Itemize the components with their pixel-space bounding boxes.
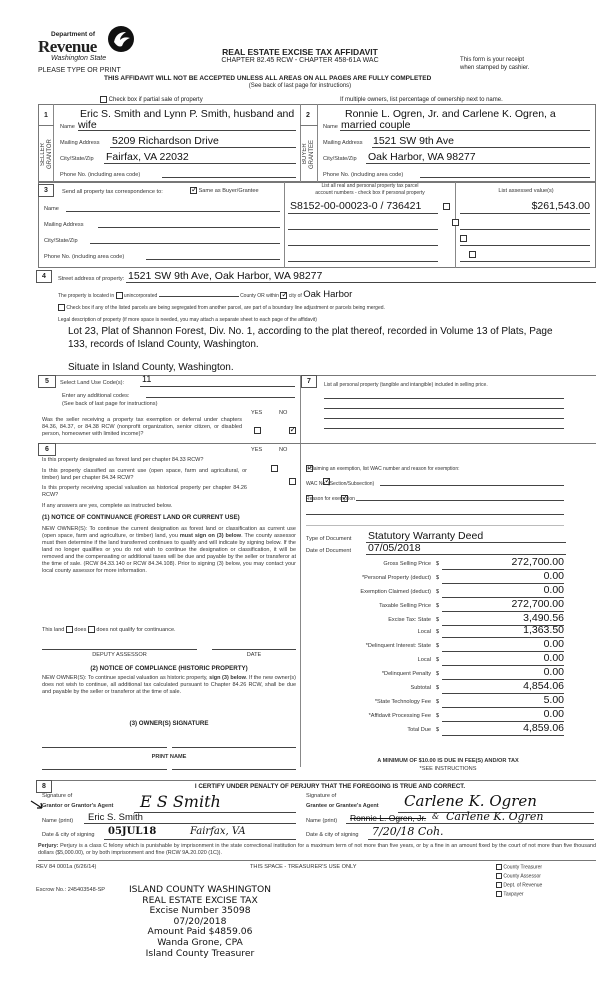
amount-label: Local	[417, 629, 431, 635]
correspondence-label: Send all property tax correspondence to:	[62, 189, 163, 195]
print-name-line-1[interactable]	[42, 769, 167, 770]
section-3-number: 3	[38, 184, 54, 197]
amount-row-taxable-selling-price: Taxable Selling Price $ 272,700.00	[379, 598, 564, 610]
notice1-text-a: NEW OWNER(S): To continue the current designation as forest land or classification as current use (open space, farm and agriculture, or timber) land, you	[42, 526, 296, 539]
amount-row-state-technology-fee: *State Technology Fee $ 5.00	[374, 694, 564, 706]
copy-item	[496, 873, 542, 882]
if-yes-note: If any answers are yes, complete as instructed below.	[42, 503, 173, 509]
grantee-sig-label-1: Signature of	[306, 793, 337, 799]
notice-compliance-text	[42, 675, 296, 696]
amount-value[interactable]: 0.00	[543, 652, 564, 664]
personal-property-checkbox-2[interactable]	[452, 219, 459, 226]
amount-label: Excise Tax: State	[388, 617, 431, 623]
city-of-checkbox[interactable]	[280, 292, 287, 299]
parcel-header-2: account numbers - check box if personal property	[315, 190, 425, 196]
parcel-number-3[interactable]	[288, 245, 438, 246]
amount-value[interactable]: 5.00	[543, 694, 564, 706]
buyer-mailing-label: Mailing Address	[323, 140, 363, 146]
notice-continuance-title: (1) NOTICE OF CONTINUANCE (FOREST LAND OR CURRENT USE)	[42, 514, 240, 521]
amount-label: *Personal Property (deduct)	[361, 575, 431, 581]
reason-field-2[interactable]	[306, 514, 564, 515]
escrow-number: Escrow No.: 245403548-SP	[36, 887, 106, 893]
wac-label: WAC No. (Section/Subsection)	[306, 481, 375, 487]
multiple-owners-note: If multiple owners, list percentage of ownership next to name.	[340, 97, 503, 103]
partial-sale-checkbox[interactable]	[100, 96, 107, 103]
perjury-statement	[38, 843, 596, 857]
section-5-number: 5	[38, 375, 56, 388]
amount-value[interactable]: 1,363.50	[523, 624, 564, 636]
partial-sale-option[interactable]	[100, 96, 203, 103]
amount-row-subtotal: Subtotal $ 4,854.06	[410, 680, 564, 692]
legal-description-line2[interactable]: 133, records of Island County, Washington.	[68, 339, 259, 350]
city-of-value[interactable]: Oak Harbor	[303, 289, 353, 300]
corr-city-field[interactable]	[90, 243, 280, 244]
grantor-sig-label-2: Grantor or Grantor's Agent	[42, 803, 114, 809]
unincorporated-label: unincorporated	[123, 293, 158, 299]
section6-no-header: NO	[279, 447, 288, 453]
segregated-checkbox[interactable]	[58, 304, 65, 311]
corr-mailing-field[interactable]	[98, 227, 280, 228]
located-label: The property is located in	[58, 293, 115, 299]
buyer-name-line2[interactable]: married couple	[341, 119, 411, 131]
grantee-name-value[interactable]: Carlene K. Ogren	[446, 810, 544, 823]
form-subtitle: CHAPTER 82.45 RCW - CHAPTER 458-61A WAC	[221, 57, 379, 64]
grantor-name-value[interactable]: Eric S. Smith	[88, 812, 143, 823]
copy-item	[496, 882, 542, 891]
land-use-yes-header: YES	[251, 410, 263, 416]
buyer-city-label: City/State/Zip	[323, 156, 357, 162]
section-1-number: 1	[44, 112, 48, 119]
seller-name-line1[interactable]: Eric S. Smith and Lynn P. Smith, husband and	[80, 108, 295, 120]
amount-label: Subtotal	[410, 685, 431, 691]
stamp-line: Wanda Grone, CPA	[157, 936, 243, 948]
dor-swirl-icon	[106, 24, 136, 54]
corr-name-label: Name	[44, 206, 59, 212]
grantor-name-label: Name (print)	[42, 818, 74, 824]
city-of-label: city of	[288, 293, 302, 299]
amount-value[interactable]: 0.00	[543, 666, 564, 678]
copy-checkbox[interactable]	[496, 864, 502, 870]
personal-property-checkbox-3[interactable]	[460, 235, 467, 242]
amount-row-excise-tax-local: Local $ 1,363.50	[417, 624, 564, 636]
notice2-text-a: NEW OWNER(S): To continue special valuation as historic property,	[42, 675, 210, 681]
form-title: REAL ESTATE EXCISE TAX AFFIDAVIT	[222, 47, 378, 57]
exemption-claim-label: If claiming an exemption, list WAC number and reason for exemption:	[306, 466, 460, 472]
assessed-value-4[interactable]	[460, 261, 590, 262]
section-7-number: 7	[301, 375, 317, 388]
seller-phone-label: Phone No. (including area code)	[60, 172, 141, 178]
amount-label: *Delinquent Penalty	[381, 671, 431, 677]
section-6-number: 6	[38, 443, 56, 456]
section-4-number: 4	[36, 270, 52, 283]
grantee-date-value[interactable]: 7/20/18 Coh.	[372, 825, 444, 838]
doc-date-label: Date of Document	[306, 548, 352, 554]
historical-question: Is this property receiving special valuation as historical property per chapter 84.26 RCW?	[42, 485, 247, 498]
copy-item	[496, 864, 542, 873]
exemption-question: Was the seller receiving a property tax exemption or deferral under chapters 84.36, 84.37, or 84.38 RCW (nonprofit organization, senior citizen, or disabled person, homeowner with limited income)?	[42, 417, 242, 437]
owner-signature-line-2[interactable]	[172, 747, 296, 748]
does-not-label: does not qualify for continuance.	[96, 626, 176, 633]
corr-city-label: City/State/Zip	[44, 238, 78, 244]
doc-type-label: Type of Document	[306, 536, 352, 542]
see-instructions-note: *SEE INSTRUCTIONS	[419, 766, 477, 772]
amount-row-affidavit-processing-fee: *Affidavit Processing Fee $ 0.00	[368, 708, 564, 720]
grantor-sig-label-1: Signature of	[42, 793, 73, 799]
amount-label: *State Technology Fee	[374, 699, 431, 705]
owner-signature-title: (3) OWNER(S) SIGNATURE	[129, 720, 209, 727]
exemption-yes-checkbox[interactable]	[254, 427, 261, 434]
assessed-value-2[interactable]	[460, 229, 590, 230]
notice1-text-b: . The county assessor must then determine if the land transferred continues to qualify and will indicate by signing below. If the land no longer qualifies or you do not wish to continue the designation or classification, it will be removed and the compensating or additional taxes will be due and payable by the seller or transferor at the time of sale. (RCW 84.33.140 or RCW 84.34.108). Prior to signing (3) below, you may contact your local county assessor for more information.	[42, 533, 296, 574]
amount-label: Gross Selling Price	[383, 561, 431, 567]
parcel-header-1: List all real and personal property tax parcel	[321, 183, 419, 189]
amount-value[interactable]: 0.00	[543, 570, 564, 582]
copy-label: Taxpayer	[503, 891, 524, 898]
copy-label: County Treasurer	[503, 864, 543, 871]
assessor-date-label: DATE	[246, 652, 262, 658]
parcel-number-1[interactable]: S8152-00-00023-0 / 736421	[290, 200, 422, 212]
doc-date-value[interactable]: 07/05/2018	[368, 542, 421, 554]
see-back-note: (See back of last page for instructions)	[248, 83, 352, 89]
stamp-line: Amount Paid $4859.06	[147, 926, 253, 938]
amount-value[interactable]: 0.00	[543, 708, 564, 720]
amount-value[interactable]: 0.00	[543, 638, 564, 650]
warning-banner: THIS AFFIDAVIT WILL NOT BE ACCEPTED UNLESS ALL AREAS ON ALL PAGES ARE FULLY COMPLETED	[104, 75, 432, 82]
legal-description-label: Legal description of property (if more space is needed, you may attach a separate sheet to each page of the affidavit)	[58, 317, 317, 323]
segregated-label: Check box if any of the listed parcels are being segregated from another parcel, are part of a boundary line adjustment or parcels being merged.	[66, 304, 385, 311]
street-label: Street address of property:	[58, 276, 125, 282]
assessor-date-line[interactable]	[212, 649, 296, 650]
receipt-note-2: when stamped by cashier.	[460, 65, 530, 71]
please-type-text: PLEASE TYPE OR PRINT	[38, 67, 121, 74]
forest-land-question: Is this property designated as forest land per chapter 84.33 RCW?	[42, 457, 204, 463]
amount-label: Exemption Claimed (deduct)	[360, 589, 431, 595]
land-use-no-header: NO	[279, 410, 288, 416]
seller-phone-field[interactable]	[162, 177, 296, 178]
perjury-bold: Perjury:	[38, 843, 59, 849]
continuance-qualify-row	[42, 626, 176, 634]
treasurer-stamp	[120, 885, 280, 959]
copy-label: County Assessor	[503, 873, 541, 880]
grantor-city-value[interactable]: Fairfax, VA	[190, 826, 246, 837]
receipt-note-1: This form is your receipt	[460, 57, 525, 63]
personal-property-line-2[interactable]	[324, 408, 564, 409]
seller-side-label: SELLER GRANTOR	[40, 139, 53, 169]
notice-compliance-title: (2) NOTICE OF COMPLIANCE (HISTORIC PROPERTY)	[90, 665, 248, 672]
certify-statement: I CERTIFY UNDER PENALTY OF PERJURY THAT THE FOREGOING IS TRUE AND CORRECT.	[194, 783, 466, 790]
corr-phone-label: Phone No. (including area code)	[44, 254, 125, 260]
parcel-number-2[interactable]	[288, 229, 438, 230]
amount-value[interactable]: 4,854.06	[523, 680, 564, 692]
dor-logo	[38, 28, 138, 68]
buyer-name-line1[interactable]: Ronnie L. Ogren, Jr. and Carlene K. Ogren, a	[345, 108, 556, 120]
buyer-phone-field[interactable]	[420, 177, 590, 178]
stamp-line: ISLAND COUNTY WASHINGTON	[128, 884, 272, 895]
personal-property-line-1[interactable]	[324, 398, 564, 399]
personal-property-checkbox-4[interactable]	[469, 251, 476, 258]
reason-field-1[interactable]	[356, 500, 564, 501]
grantee-sig-label-2: Grantee or Grantee's Agent	[306, 803, 379, 809]
parcel-number-4[interactable]	[288, 261, 438, 262]
personal-property-checkbox-1[interactable]	[443, 203, 450, 210]
amount-value[interactable]: 3,490.56	[523, 612, 564, 624]
grantee-name-amp: &	[432, 812, 440, 821]
doc-type-value[interactable]: Statutory Warranty Deed	[368, 530, 484, 542]
stamp-line: Excise Number 35098	[149, 905, 251, 917]
grantor-date-value[interactable]: 05JUL18	[108, 826, 157, 837]
logo-sub-text: Washington State	[51, 55, 107, 62]
partial-sale-label: Check box if partial sale of property	[108, 97, 203, 104]
stamp-line: REAL ESTATE EXCISE TAX	[142, 894, 258, 906]
additional-codes-field[interactable]	[146, 397, 295, 398]
notice2-text-b: . If the new owner(s) does not wish to continue, all additional tax calculated pursuant to Chapter 84.26 RCW, shall be due and payable by the seller or transferor at the time of sale.	[42, 675, 296, 695]
grantee-date-label: Date & city of signing	[306, 832, 359, 838]
grantor-signature[interactable]: E S Smith	[140, 792, 221, 811]
exemption-no-checkbox[interactable]	[289, 427, 296, 434]
buyer-phone-label: Phone No. (including area code)	[323, 172, 404, 178]
street-value[interactable]: 1521 SW 9th Ave, Oak Harbor, WA 98277	[128, 270, 323, 282]
stamp-line: 07/20/2018	[173, 915, 227, 927]
additional-codes-label: Enter any additional codes:	[62, 393, 130, 399]
buyer-mailing-value[interactable]: 1521 SW 9th Ave	[373, 135, 454, 147]
copy-label: Dept. of Revenue	[503, 882, 543, 889]
corr-phone-field[interactable]	[146, 259, 280, 260]
notice1-bold: must sign on (3) below	[179, 533, 242, 539]
land-use-value[interactable]: 11	[142, 374, 152, 384]
personal-property-list-label: List all personal property (tangible and intangible) included in selling price.	[324, 382, 488, 388]
corr-mailing-label: Mailing Address	[44, 222, 84, 228]
seller-name-label: Name	[60, 124, 75, 130]
legal-description-line1[interactable]: Lot 23, Plat of Shannon Forest, Div. No. 1, according to the plat thereof, recorded in Volume 13 of Plats, Page	[68, 326, 553, 337]
print-name-label: PRINT NAME	[151, 754, 187, 760]
amount-row-personal-property: *Personal Property (deduct) $ 0.00	[361, 570, 564, 582]
seller-name-line2[interactable]: wife	[78, 119, 97, 131]
same-as-buyer-label: Same as Buyer/Grantee	[198, 187, 259, 194]
print-name-line-2[interactable]	[172, 769, 296, 770]
corr-name-field[interactable]	[66, 211, 280, 212]
this-land-label: This land	[42, 626, 65, 633]
treasurer-use-label: THIS SPACE - TREASURER'S USE ONLY	[250, 864, 357, 870]
deputy-assessor-signature-line[interactable]	[42, 649, 197, 650]
amount-value[interactable]: 272,700.00	[511, 598, 564, 610]
located-in-row	[58, 289, 598, 300]
additional-codes-note: (See back of last page for instructions)	[62, 401, 158, 407]
amount-label: Total Due	[407, 727, 431, 733]
reason-label: Reason for exemption	[306, 496, 355, 502]
amount-value[interactable]: 0.00	[543, 584, 564, 596]
grantee-name-struck[interactable]: Ronnie L. Ogren, Jr.	[350, 813, 427, 823]
unincorporated-checkbox[interactable]	[116, 292, 123, 299]
logo-main-text: Revenue	[38, 37, 97, 56]
current-use-yes-checkbox[interactable]	[289, 478, 296, 485]
grantee-signature[interactable]: Carlene K. Ogren	[404, 792, 537, 810]
amount-row-total-due: Total Due $ 4,859.06	[407, 722, 564, 734]
section-2-number: 2	[306, 112, 310, 119]
seller-mailing-value[interactable]: 5209 Richardson Drive	[112, 135, 219, 147]
amount-row-delinquent-interest-local: Local $ 0.00	[417, 652, 564, 664]
personal-property-line-4[interactable]	[324, 428, 564, 429]
seller-mailing-label: Mailing Address	[60, 140, 100, 146]
notice-continuance-text	[42, 526, 296, 575]
amount-row-delinquent-penalty: *Delinquent Penalty $ 0.00	[381, 666, 564, 678]
stamp-line: Island County Treasurer	[145, 947, 255, 959]
assessed-value-1[interactable]: $261,543.00	[531, 200, 590, 212]
legal-description-line3[interactable]: Situate in Island County, Washington.	[68, 362, 234, 373]
county-field[interactable]	[159, 296, 239, 297]
amount-label: Local	[417, 657, 431, 663]
amount-value[interactable]: 4,859.06	[523, 722, 564, 734]
section6-yes-header: YES	[251, 447, 263, 453]
same-as-buyer-checkbox[interactable]	[190, 187, 197, 194]
copy-item	[496, 891, 542, 900]
logo-top-text: Department of	[51, 31, 96, 38]
wac-field[interactable]	[380, 485, 564, 486]
amount-label: *Affidavit Processing Fee	[368, 713, 431, 719]
does-qualify-checkbox[interactable]	[66, 626, 73, 633]
buyer-city-value[interactable]: Oak Harbor, WA 98277	[368, 151, 476, 163]
forest-land-yes-checkbox[interactable]	[271, 465, 278, 472]
amount-row-excise-tax-state: Excise Tax: State $ 3,490.56	[388, 612, 564, 624]
notice2-bold: sign (3) below	[209, 675, 246, 681]
amount-value[interactable]: 272,700.00	[511, 556, 564, 568]
current-use-question: Is this property classified as current use (open space, farm and agricultural, or timber) land per chapter 84.34 RCW?	[42, 468, 247, 481]
personal-property-line-3[interactable]	[324, 418, 564, 419]
owner-signature-line-1[interactable]	[42, 747, 167, 748]
amount-row-delinquent-interest-state: *Delinquent Interest: State $ 0.00	[365, 638, 564, 650]
assessed-value-3[interactable]	[460, 245, 590, 246]
perjury-text: Perjury is a class C felony which is punishable by imprisonment in the state correctional institution for a maximum term of not more than five years, or by a fine in an amount fixed by the court of not more than five thousand dollars ($5,000.00), or by both imprisonment and fine (RCW 9A.20.020 (1C)).	[38, 843, 596, 856]
copy-checkbox[interactable]	[496, 873, 502, 879]
segregated-option[interactable]	[58, 304, 385, 311]
seller-city-value[interactable]: Fairfax, VA 22032	[106, 151, 189, 163]
land-use-label: Select Land Use Code(s):	[60, 380, 125, 386]
does-label: does	[74, 626, 87, 633]
amount-row-exemption-claimed: Exemption Claimed (deduct) $ 0.00	[360, 584, 564, 596]
deputy-assessor-label: DEPUTY ASSESSOR	[92, 652, 147, 658]
grantee-name-label: Name (print)	[306, 818, 338, 824]
copy-checkbox[interactable]	[496, 891, 502, 897]
does-not-qualify-checkbox[interactable]	[88, 626, 95, 633]
buyer-side-label: BUYER GRANTEE	[302, 139, 315, 169]
form-revision: REV 84 0001a (6/26/14)	[36, 864, 97, 870]
grantor-date-label: Date & city of signing	[42, 832, 95, 838]
county-or-label: County OR within	[240, 293, 279, 299]
minimum-due-note: A MINIMUM OF $10.00 IS DUE IN FEE(S) AND/OR TAX	[377, 758, 519, 764]
seller-city-label: City/State/Zip	[60, 156, 94, 162]
amount-label: Taxable Selling Price	[379, 603, 431, 609]
amount-row-gross-selling-price: Gross Selling Price $ 272,700.00	[383, 556, 564, 568]
assessed-header: List assessed value(s)	[498, 188, 554, 194]
copy-checkbox[interactable]	[496, 882, 502, 888]
buyer-name-label: Name	[323, 124, 338, 130]
copy-distribution-list	[496, 864, 542, 900]
same-as-buyer-option[interactable]	[190, 187, 259, 194]
amount-label: *Delinquent Interest: State	[365, 643, 431, 649]
section-8-number: 8	[36, 780, 52, 793]
